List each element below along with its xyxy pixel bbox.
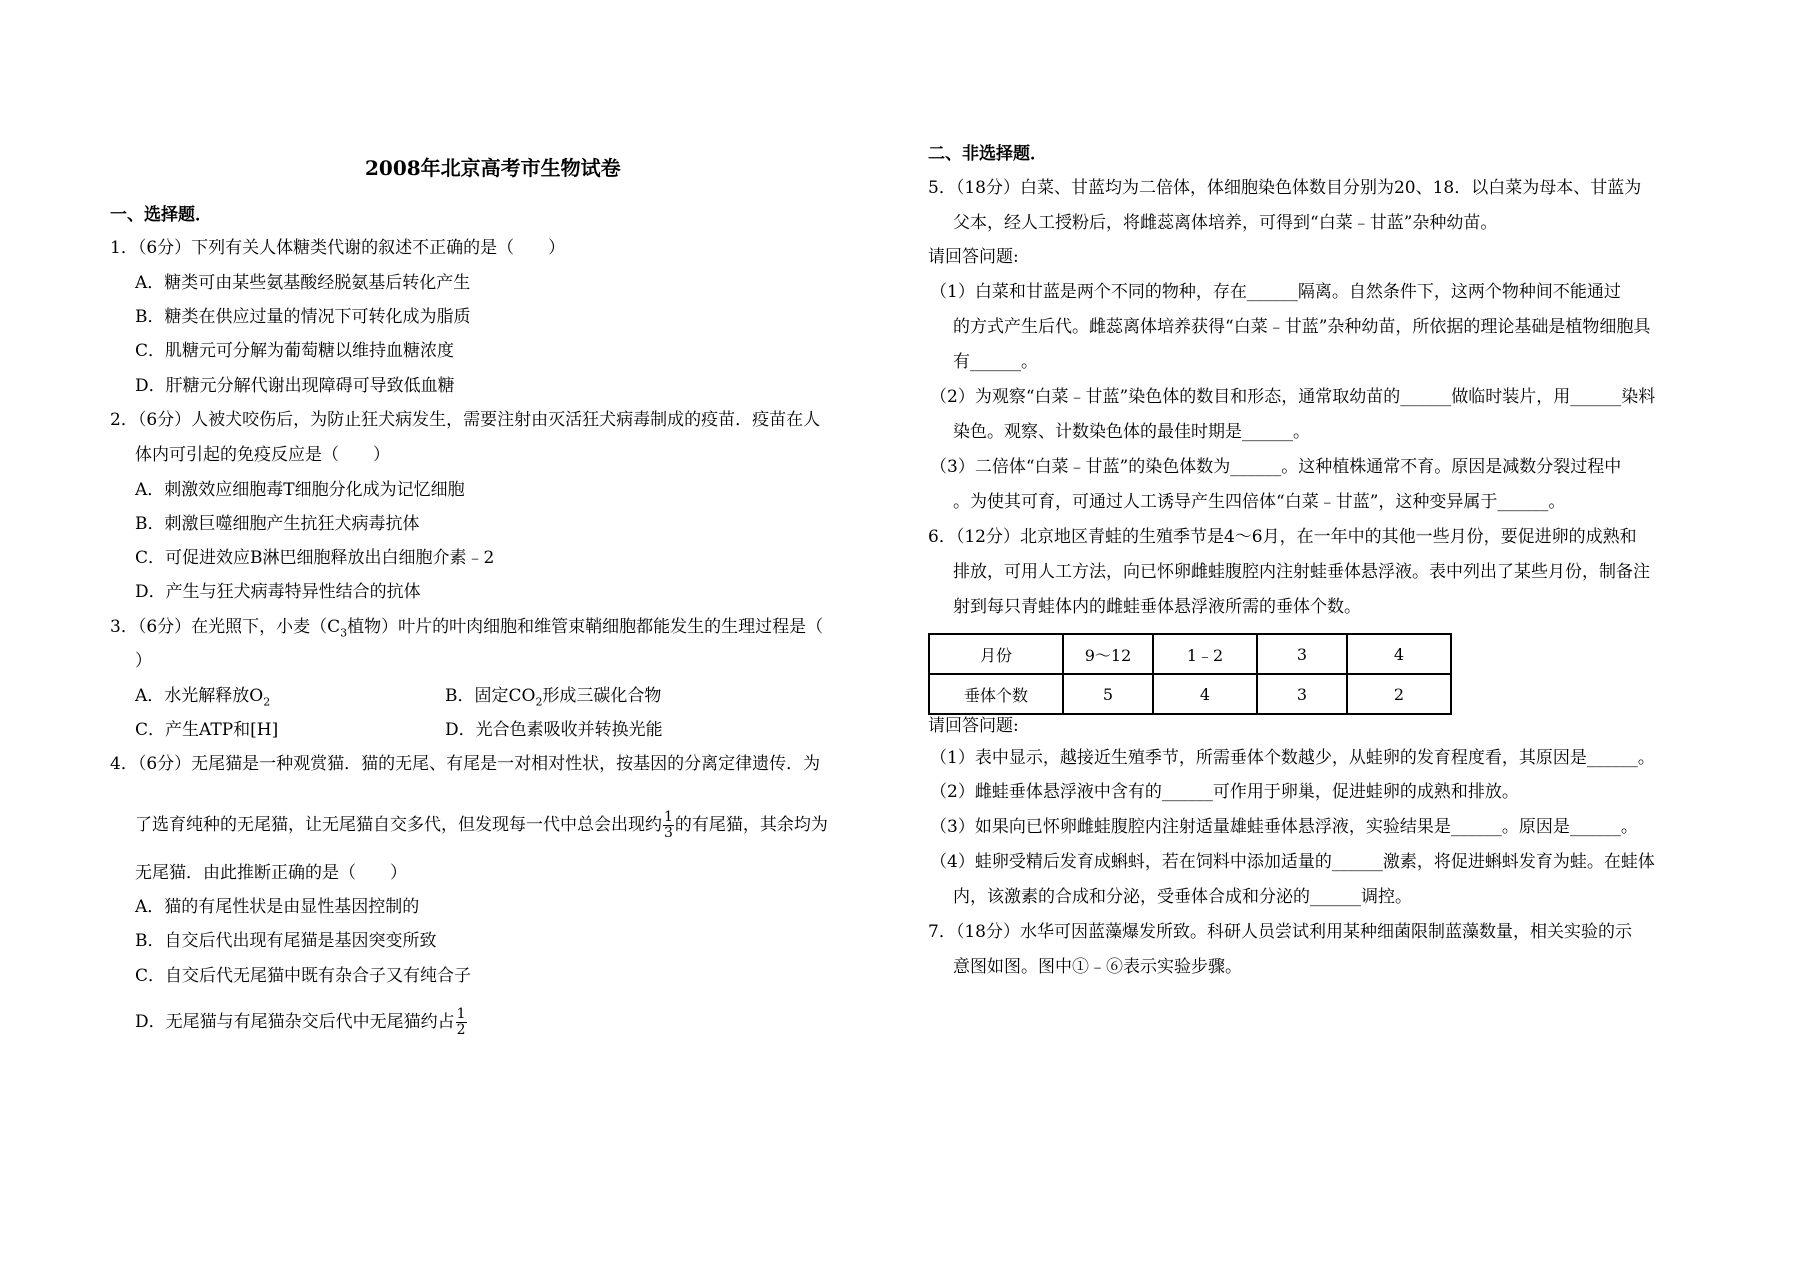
q5-line9: （3）二倍体“白菜﹣甘蓝”的染色体数为______。这种植株通常不育。原因是减数分裂过程中: [930, 457, 1622, 477]
q3-option-a: [135, 684, 270, 714]
q4-fraction-one-third: [663, 810, 674, 841]
q3-stem-line1: [110, 615, 823, 645]
q6-line2: 排放，可用人工方法，向已怀卵雌蛙腹腔内注射蛙垂体悬浮液。表中列出了某些月份，制备注: [953, 562, 1650, 582]
q4-stem-line3: 无尾猫．由此推断正确的是（ ）: [135, 863, 407, 883]
q4-option-a: A．猫的有尾性状是由显性基因控制的: [135, 897, 420, 917]
q3-option-b-subscript: 2: [535, 695, 543, 709]
q3-stem-part1: 3．（6分）在光照下，小麦（C: [110, 617, 341, 637]
q6-line9: 内，该激素的合成和分泌，受垂体合成和分泌的______调控。: [953, 887, 1412, 907]
q5-line8: 染色。观察、计数染色体的最佳时期是______。: [953, 422, 1310, 442]
q4-stem-line1: 4．（6分）无尾猫是一种观赏猫．猫的无尾、有尾是一对相对性状，按基因的分离定律遗传．为: [110, 754, 821, 774]
table-cell: 3: [1257, 634, 1347, 674]
q3-option-b-text1: B．固定CO: [445, 686, 536, 706]
q1-option-b: B．糖类在供应过量的情况下可转化成为脂质: [135, 307, 471, 327]
q3-option-b: [445, 684, 661, 714]
q5-line5: 的方式产生后代。雌蕊离体培养获得“白菜﹣甘蓝”杂种幼苗，所依据的理论基础是植物细胞具: [953, 317, 1651, 337]
q6-line6: （2）雌蛙垂体悬浮液中含有的______可作用于卵巢，促进蛙卵的成熟和排放。: [930, 782, 1519, 802]
q4-option-d: [135, 1004, 468, 1040]
table-cell: 3: [1257, 674, 1347, 714]
fraction-numerator: 1: [456, 1006, 466, 1022]
q4-option-d-text: D．无尾猫与有尾猫杂交后代中无尾猫约占: [135, 1012, 455, 1032]
q2-option-c: C．可促进效应B淋巴细胞释放出白细胞介素﹣2: [135, 548, 495, 568]
q3-option-b-text2: 形成三碳化合物: [542, 686, 662, 706]
q4-stem-part2: 的有尾猫，其余均为: [674, 815, 828, 835]
table-cell: 月份: [929, 634, 1063, 674]
table-cell: 垂体个数: [929, 674, 1063, 714]
q5-line7: （2）为观察“白菜﹣甘蓝”染色体的数目和形态，通常取幼苗的______做临时装片，用______染料: [930, 387, 1656, 407]
table-cell: 9～12: [1063, 634, 1153, 674]
q4-stem-line2: [135, 807, 828, 843]
q6-line4: 请回答问题:: [928, 716, 1019, 736]
table-cell: 1﹣2: [1153, 634, 1257, 674]
q6-line7: （3）如果向已怀卵雌蛙腹腔内注射适量雄蛙垂体悬浮液，实验结果是______。原因是______。: [930, 817, 1638, 837]
q5-line6: 有______。: [953, 352, 1038, 372]
q2-option-d: D．产生与狂犬病毒特异性结合的抗体: [135, 582, 421, 602]
q4-option-b: B．自交后代出现有尾猫是基因突变所致: [135, 931, 437, 951]
q4-option-c: C．自交后代无尾猫中既有杂合子又有纯合子: [135, 966, 472, 986]
q2-stem-line2: 体内可引起的免疫反应是（ ）: [135, 445, 390, 465]
q4-fraction-one-half: [456, 1007, 467, 1038]
q1-option-c: C．肌糖元可分解为葡萄糖以维持血糖浓度: [135, 341, 455, 361]
q6-line5: （1）表中显示，越接近生殖季节，所需垂体个数越少，从蛙卵的发育程度看，其原因是______。: [930, 748, 1655, 768]
q6-line3: 射到每只青蛙体内的雌蛙垂体悬浮液所需的垂体个数。: [953, 597, 1361, 617]
q5-line2: 父本，经人工授粉后，将雌蕊离体培养，可得到“白菜﹣甘蓝”杂种幼苗。: [953, 213, 1498, 233]
q5-line4: （1）白菜和甘蓝是两个不同的物种，存在______隔离。自然条件下，这两个物种间不能通过: [930, 282, 1621, 302]
q2-stem-line1: 2．（6分）人被犬咬伤后，为防止狂犬病发生，需要注射由灭活狂犬病毒制成的疫苗．疫苗在人: [110, 410, 821, 430]
q6-line1: 6．（12分）北京地区青蛙的生殖季节是4～6月，在一年中的其他一些月份，要促进卵的成熟和: [928, 527, 1637, 547]
table-cell: 2: [1347, 674, 1451, 714]
q2-option-a: A．刺激效应细胞毒T细胞分化成为记忆细胞: [135, 480, 465, 500]
table-cell: 5: [1063, 674, 1153, 714]
q1-option-d: D．肝糖元分解代谢出现障碍可导致低血糖: [135, 376, 455, 396]
pituitary-count-table: [928, 633, 1452, 715]
q7-line1: 7．（18分）水华可因蓝藻爆发所致。科研人员尝试利用某种细菌限制蓝藻数量，相关实验的示: [928, 922, 1632, 942]
q3-option-a-subscript: 2: [263, 695, 271, 709]
q1-option-a: A．糖类可由某些氨基酸经脱氨基后转化产生: [135, 273, 471, 293]
fraction-numerator: 1: [664, 809, 673, 825]
q1-stem: 1．（6分）下列有关人体糖类代谢的叙述不正确的是（ ）: [110, 238, 566, 258]
q3-stem-line2: ）: [135, 651, 152, 671]
q3-option-c: C．产生ATP和[H]: [135, 720, 279, 740]
q3-option-a-text: A．水光解释放O: [135, 686, 264, 706]
q6-line8: （4）蛙卵受精后发育成蝌蚪，若在饲料中添加适量的______激素，将促进蝌蚪发育为蛙。在蛙体: [930, 852, 1655, 872]
q4-stem-part1: 了选育纯种的无尾猫，让无尾猫自交多代，但发现每一代中总会出现约: [135, 815, 662, 835]
section1-heading: 一、选择题．: [110, 205, 212, 225]
fraction-denominator: 3: [664, 825, 673, 841]
q3-stem-subscript: 3: [340, 626, 348, 640]
q7-line2: 意图如图。图中①﹣⑥表示实验步骤。: [953, 957, 1242, 977]
section2-heading: 二、非选择题．: [928, 144, 1047, 164]
table-cell: 4: [1347, 634, 1451, 674]
q5-line1: 5．（18分）白菜、甘蓝均为二倍体，体细胞染色体数目分别为20、18．以白菜为母本、甘蓝为: [928, 178, 1642, 198]
fraction-denominator: 2: [456, 1022, 466, 1038]
table-cell: 4: [1153, 674, 1257, 714]
q5-line3: 请回答问题:: [928, 247, 1019, 267]
table-row: [929, 634, 1451, 674]
page-title: 2008年北京高考市生物试卷: [365, 156, 621, 180]
q3-option-d: D．光合色素吸收并转换光能: [445, 720, 663, 740]
q2-option-b: B．刺激巨噬细胞产生抗狂犬病毒抗体: [135, 514, 420, 534]
q5-line10: 。为使其可育，可通过人工诱导产生四倍体“白菜﹣甘蓝”，这种变异属于______。: [953, 492, 1566, 512]
table-row: [929, 674, 1451, 714]
q3-stem-part2: 植物）叶片的叶肉细胞和维管束鞘细胞都能发生的生理过程是（: [347, 617, 824, 637]
